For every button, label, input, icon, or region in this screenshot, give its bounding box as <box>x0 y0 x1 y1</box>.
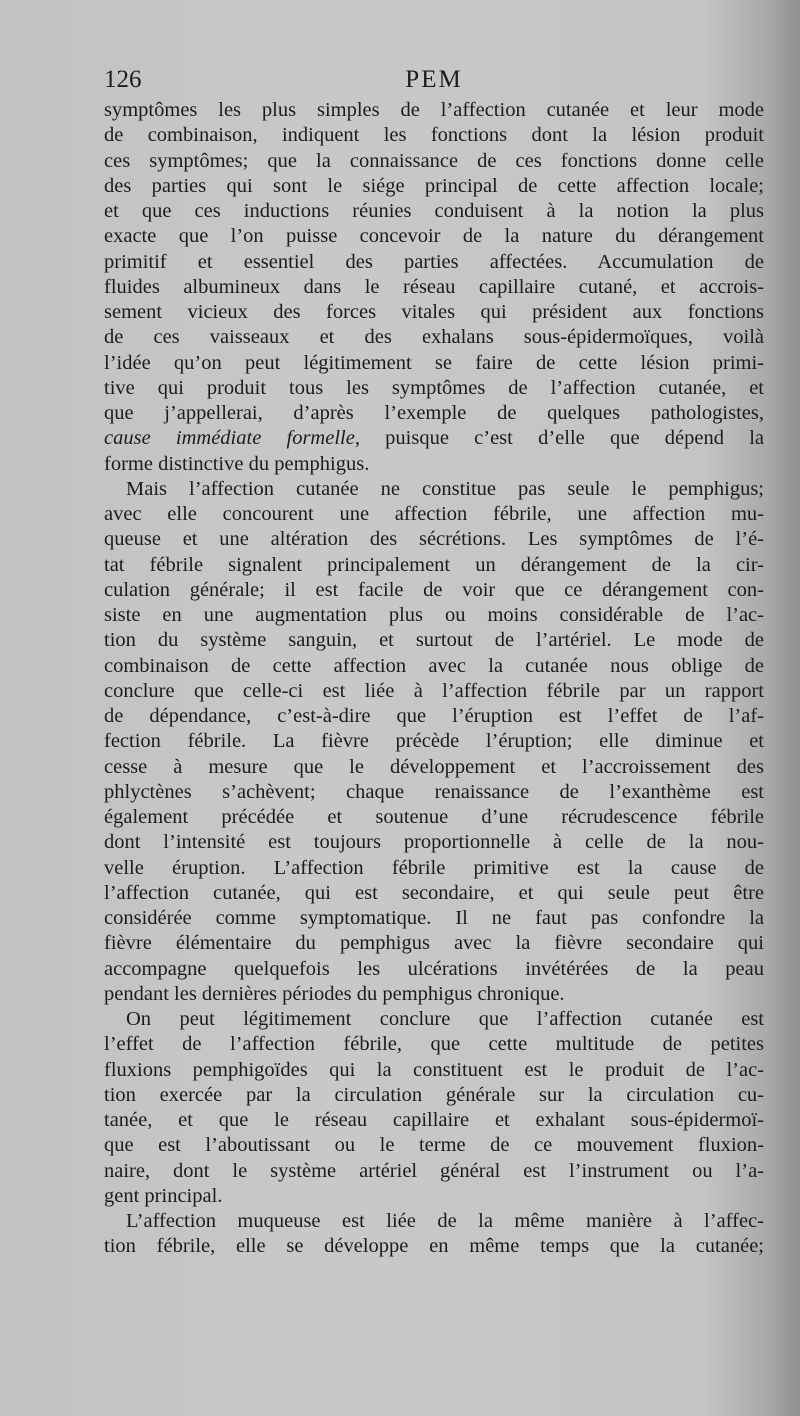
text-line: des parties qui sont le siége principal de cette affection locale; <box>104 174 764 197</box>
text-line: que est l’aboutissant ou le terme de ce mouvement fluxion- <box>104 1134 764 1157</box>
text-line: tion fébrile, elle se développe en même temps que la cutanée; <box>104 1235 764 1258</box>
text-line: combinaison de cette affection avec la cutanée nous oblige de <box>104 654 764 677</box>
text-line: pendant les dernières périodes du pemphigus chronique. <box>104 982 565 1005</box>
text-line: phlyctènes s’achèvent; chaque renaissance de l’exanthème est <box>104 780 764 803</box>
text-line: ces symptômes; que la connaissance de ces fonctions donne celle <box>104 149 764 172</box>
text-line: primitif et essentiel des parties affectées. Accumulation de <box>104 250 764 273</box>
text-line: forme distinctive du pemphigus. <box>104 452 370 475</box>
text-line: considérée comme symptomatique. Il ne faut pas confondre la <box>104 907 764 929</box>
text-line: gent principal. <box>104 1184 223 1207</box>
running-head: PEM <box>405 66 463 93</box>
text-line: velle éruption. L’affection fébrile primitive est la cause de <box>104 856 764 879</box>
text-line: accompagne quelquefois les ulcérations invétérées de la peau <box>104 957 764 980</box>
text-line: et que ces inductions réunies conduisent à la notion la plus <box>104 200 764 222</box>
text-line: fièvre élémentaire du pemphigus avec la fièvre secondaire qui <box>104 932 764 955</box>
text-line: cause immédiate formelle, puisque c’est d’elle que dépend la <box>104 427 764 450</box>
text-line: Mais l’affection cutanée ne constitue pas seule le pemphigus; <box>126 477 764 500</box>
body-text <box>104 98 764 1260</box>
text-line: conclure que celle-ci est liée à l’affection fébrile par un rapport <box>104 679 764 702</box>
text-line: fluides albumineux dans le réseau capillaire cutané, et accrois- <box>104 275 764 298</box>
text-line: avec elle concourent une affection fébrile, une affection mu- <box>104 503 764 525</box>
text-line: cesse à mesure que le développement et l’accroissement des <box>104 755 764 778</box>
text-line: symptômes les plus simples de l’affection cutanée et leur mode <box>104 99 764 121</box>
text-line: exacte que l’on puisse concevoir de la nature du dérangement <box>104 225 764 248</box>
text-line: de combinaison, indiquent les fonctions dont la lésion produit <box>104 124 764 147</box>
text-line: l’affection cutanée, qui est secondaire, et qui seule peut être <box>104 881 764 904</box>
text-line: également précédée et soutenue d’une récrudescence fébrile <box>104 806 764 828</box>
text-line: On peut légitimement conclure que l’affection cutanée est <box>126 1008 764 1030</box>
text-line: queuse et une altération des sécrétions. Les symptômes de l’é- <box>104 528 764 551</box>
text-line: naire, dont le système artériel général est l’instrument ou l’a- <box>104 1159 764 1182</box>
text-line: dont l’intensité est toujours proportionnelle à celle de la nou- <box>104 831 764 854</box>
text-line: l’idée qu’on peut légitimement se faire de cette lésion primi- <box>104 351 764 374</box>
page-header <box>104 66 764 98</box>
text-line: culation générale; il est facile de voir que ce dérangement con- <box>104 578 764 601</box>
text-line: de dépendance, c’est-à-dire que l’éruption est l’effet de l’af- <box>104 705 764 727</box>
text-line: tion du système sanguin, et surtout de l’artériel. Le mode de <box>104 629 764 652</box>
text-line: que j’appellerai, d’après l’exemple de quelques pathologistes, <box>104 402 764 424</box>
text-line: sement vicieux des forces vitales qui président aux fonctions <box>104 301 764 323</box>
text-line: tion exercée par la circulation générale sur la circulation cu- <box>104 1083 764 1106</box>
text-line: fection fébrile. La fièvre précède l’éruption; elle diminue et <box>104 730 764 753</box>
page-number: 126 <box>104 66 142 93</box>
text-line: tanée, et que le réseau capillaire et exhalant sous-épidermoï- <box>104 1109 764 1131</box>
text-line: siste en une augmentation plus ou moins considérable de l’ac- <box>104 604 764 626</box>
text-line: tive qui produit tous les symptômes de l’affection cutanée, et <box>104 376 764 399</box>
text-line: fluxions pemphigoïdes qui la constituent est le produit de l’ac- <box>104 1058 764 1081</box>
text-line: l’effet de l’affection fébrile, que cette multitude de petites <box>104 1033 764 1056</box>
text-line: tat fébrile signalent principalement un dérangement de la cir- <box>104 553 764 576</box>
text-line: L’affection muqueuse est liée de la même manière à l’affec- <box>126 1210 764 1232</box>
text-line: de ces vaisseaux et des exhalans sous-épidermoïques, voilà <box>104 326 764 349</box>
